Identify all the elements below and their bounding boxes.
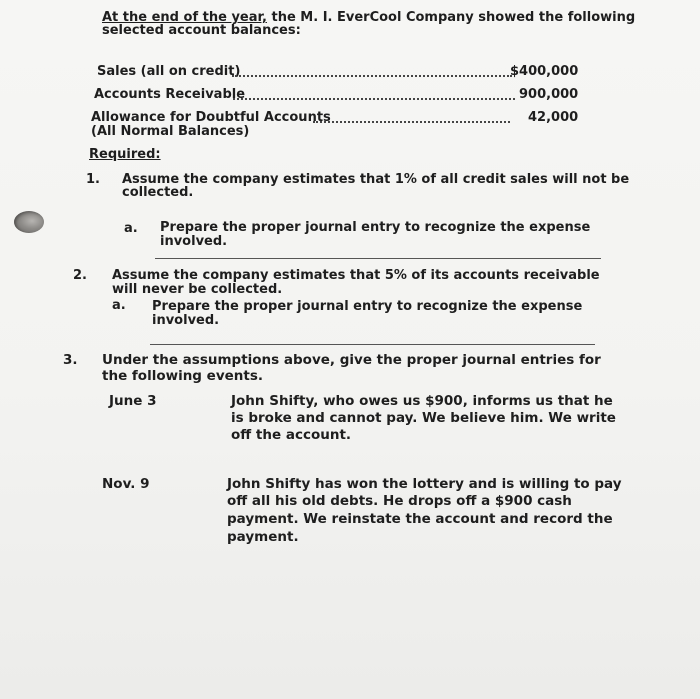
dot-leader — [233, 98, 515, 100]
balances-note: (All Normal Balances) — [91, 124, 250, 139]
answer-rule — [150, 344, 595, 345]
q3-event-nov-line: off all his old debts. He drops off a $900 cash — [227, 493, 572, 509]
intro-line-2: selected account balances: — [102, 23, 301, 38]
q3-event-nov-line: John Shifty has won the lottery and is willing to pay — [227, 476, 622, 492]
q3-event-june-line: off the account. — [231, 427, 352, 443]
q3-event-june-line: is broke and cannot pay. We believe him. We write — [231, 410, 616, 426]
q2a-line-1: Prepare the proper journal entry to recognize the expense — [152, 299, 583, 314]
balance-label-sales: Sales (all on credit) — [97, 64, 241, 79]
q3-event-nov-line: payment. We reinstate the account and record the — [227, 511, 613, 527]
q1a-line-1: Prepare the proper journal entry to recognize the expense — [160, 220, 591, 235]
balance-value-sales: $400,000 — [510, 64, 579, 79]
balance-label-ar: Accounts Receivable — [94, 87, 246, 102]
q3-line-2: the following events. — [102, 368, 264, 384]
dot-leader — [313, 121, 510, 123]
answer-rule — [155, 258, 601, 259]
q2-line-2: will never be collected. — [112, 282, 283, 297]
q3-event-date-june: June 3 — [109, 393, 157, 409]
balance-value-ar: 900,000 — [519, 87, 579, 102]
q3-number: 3. — [63, 352, 78, 368]
intro-underlined-phrase: At the end of the year, — [102, 10, 267, 25]
q1-line-2: collected. — [122, 185, 194, 200]
q1-line-1: Assume the company estimates that 1% of all credit sales will not be — [122, 172, 630, 187]
q1a-line-2: involved. — [160, 234, 228, 249]
q3-event-date-nov: Nov. 9 — [102, 476, 150, 492]
binder-hole — [14, 211, 44, 233]
q3-line-1: Under the assumptions above, give the proper journal entries for — [102, 352, 601, 368]
q2-number: 2. — [73, 268, 87, 283]
q3-event-june-line: John Shifty, who owes us $900, informs us that he — [231, 393, 613, 409]
q2-line-1: Assume the company estimates that 5% of its accounts receivable — [112, 268, 600, 283]
intro-rest: the M. I. EverCool Company showed the following — [266, 10, 636, 25]
dot-leader — [232, 75, 512, 77]
q3-event-nov-line: payment. — [227, 529, 299, 545]
q2a-label: a. — [112, 298, 126, 313]
q1-number: 1. — [86, 172, 100, 187]
balance-label-allowance: Allowance for Doubtful Accounts — [91, 110, 331, 125]
q1a-label: a. — [124, 221, 138, 236]
q2a-line-2: involved. — [152, 313, 220, 328]
balance-value-allowance: 42,000 — [528, 110, 579, 125]
required-heading: Required: — [89, 147, 161, 162]
